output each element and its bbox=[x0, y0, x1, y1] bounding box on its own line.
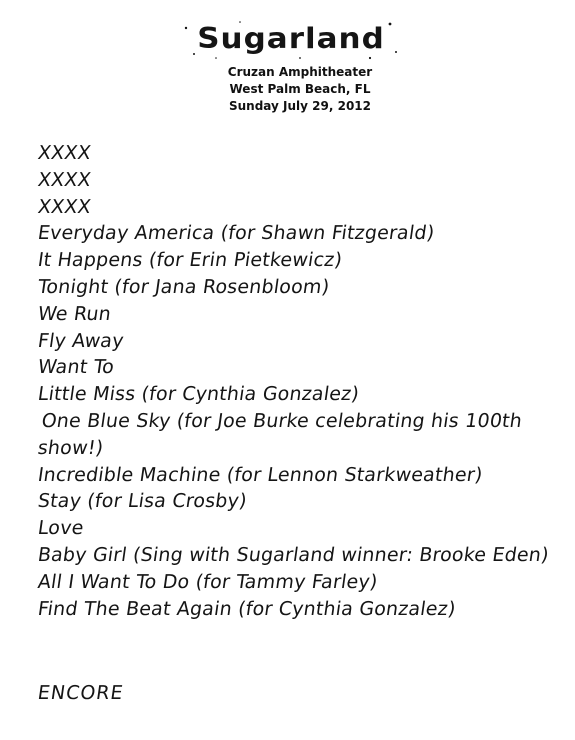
song-item: Baby Girl (Sing with Sugarland winner: Brooke Eden) bbox=[36, 543, 551, 566]
song-item: XXXX bbox=[36, 195, 93, 218]
song-item: One Blue Sky (for Joe Burke celebrating his 100th show!) bbox=[36, 409, 524, 459]
show-info bbox=[150, 64, 450, 115]
song-item: All I Want To Do (for Tammy Farley) bbox=[36, 570, 380, 593]
song-item: XXXX bbox=[36, 168, 93, 191]
song-item: Want To bbox=[36, 356, 116, 379]
song-item: Stay (for Lisa Crosby) bbox=[36, 490, 249, 513]
song-item: We Run bbox=[36, 302, 113, 325]
song-item: Little Miss (for Cynthia Gonzalez) bbox=[36, 383, 361, 406]
band-logo bbox=[180, 16, 402, 62]
song-item: XXXX bbox=[36, 142, 93, 164]
song-item: Incredible Machine (for Lennon Starkweather) bbox=[36, 463, 485, 486]
venue-city: West Palm Beach, FL bbox=[229, 82, 371, 96]
setlist bbox=[36, 140, 566, 622]
logo-wordmark: Sugarland bbox=[197, 22, 385, 56]
show-date: Sunday July 29, 2012 bbox=[228, 99, 371, 113]
song-item: Find The Beat Again (for Cynthia Gonzalez) bbox=[36, 597, 458, 620]
song-item: Everyday America (for Shawn Fitzgerald) bbox=[36, 222, 436, 245]
encore-label: ENCORE bbox=[36, 682, 126, 704]
song-item: Fly Away bbox=[36, 329, 126, 352]
song-item: Tonight (for Jana Rosenbloom) bbox=[36, 275, 331, 298]
venue-name: Cruzan Amphitheater bbox=[227, 65, 373, 79]
song-item: It Happens (for Erin Pietkewicz) bbox=[36, 249, 344, 272]
song-item: Love bbox=[36, 517, 86, 540]
